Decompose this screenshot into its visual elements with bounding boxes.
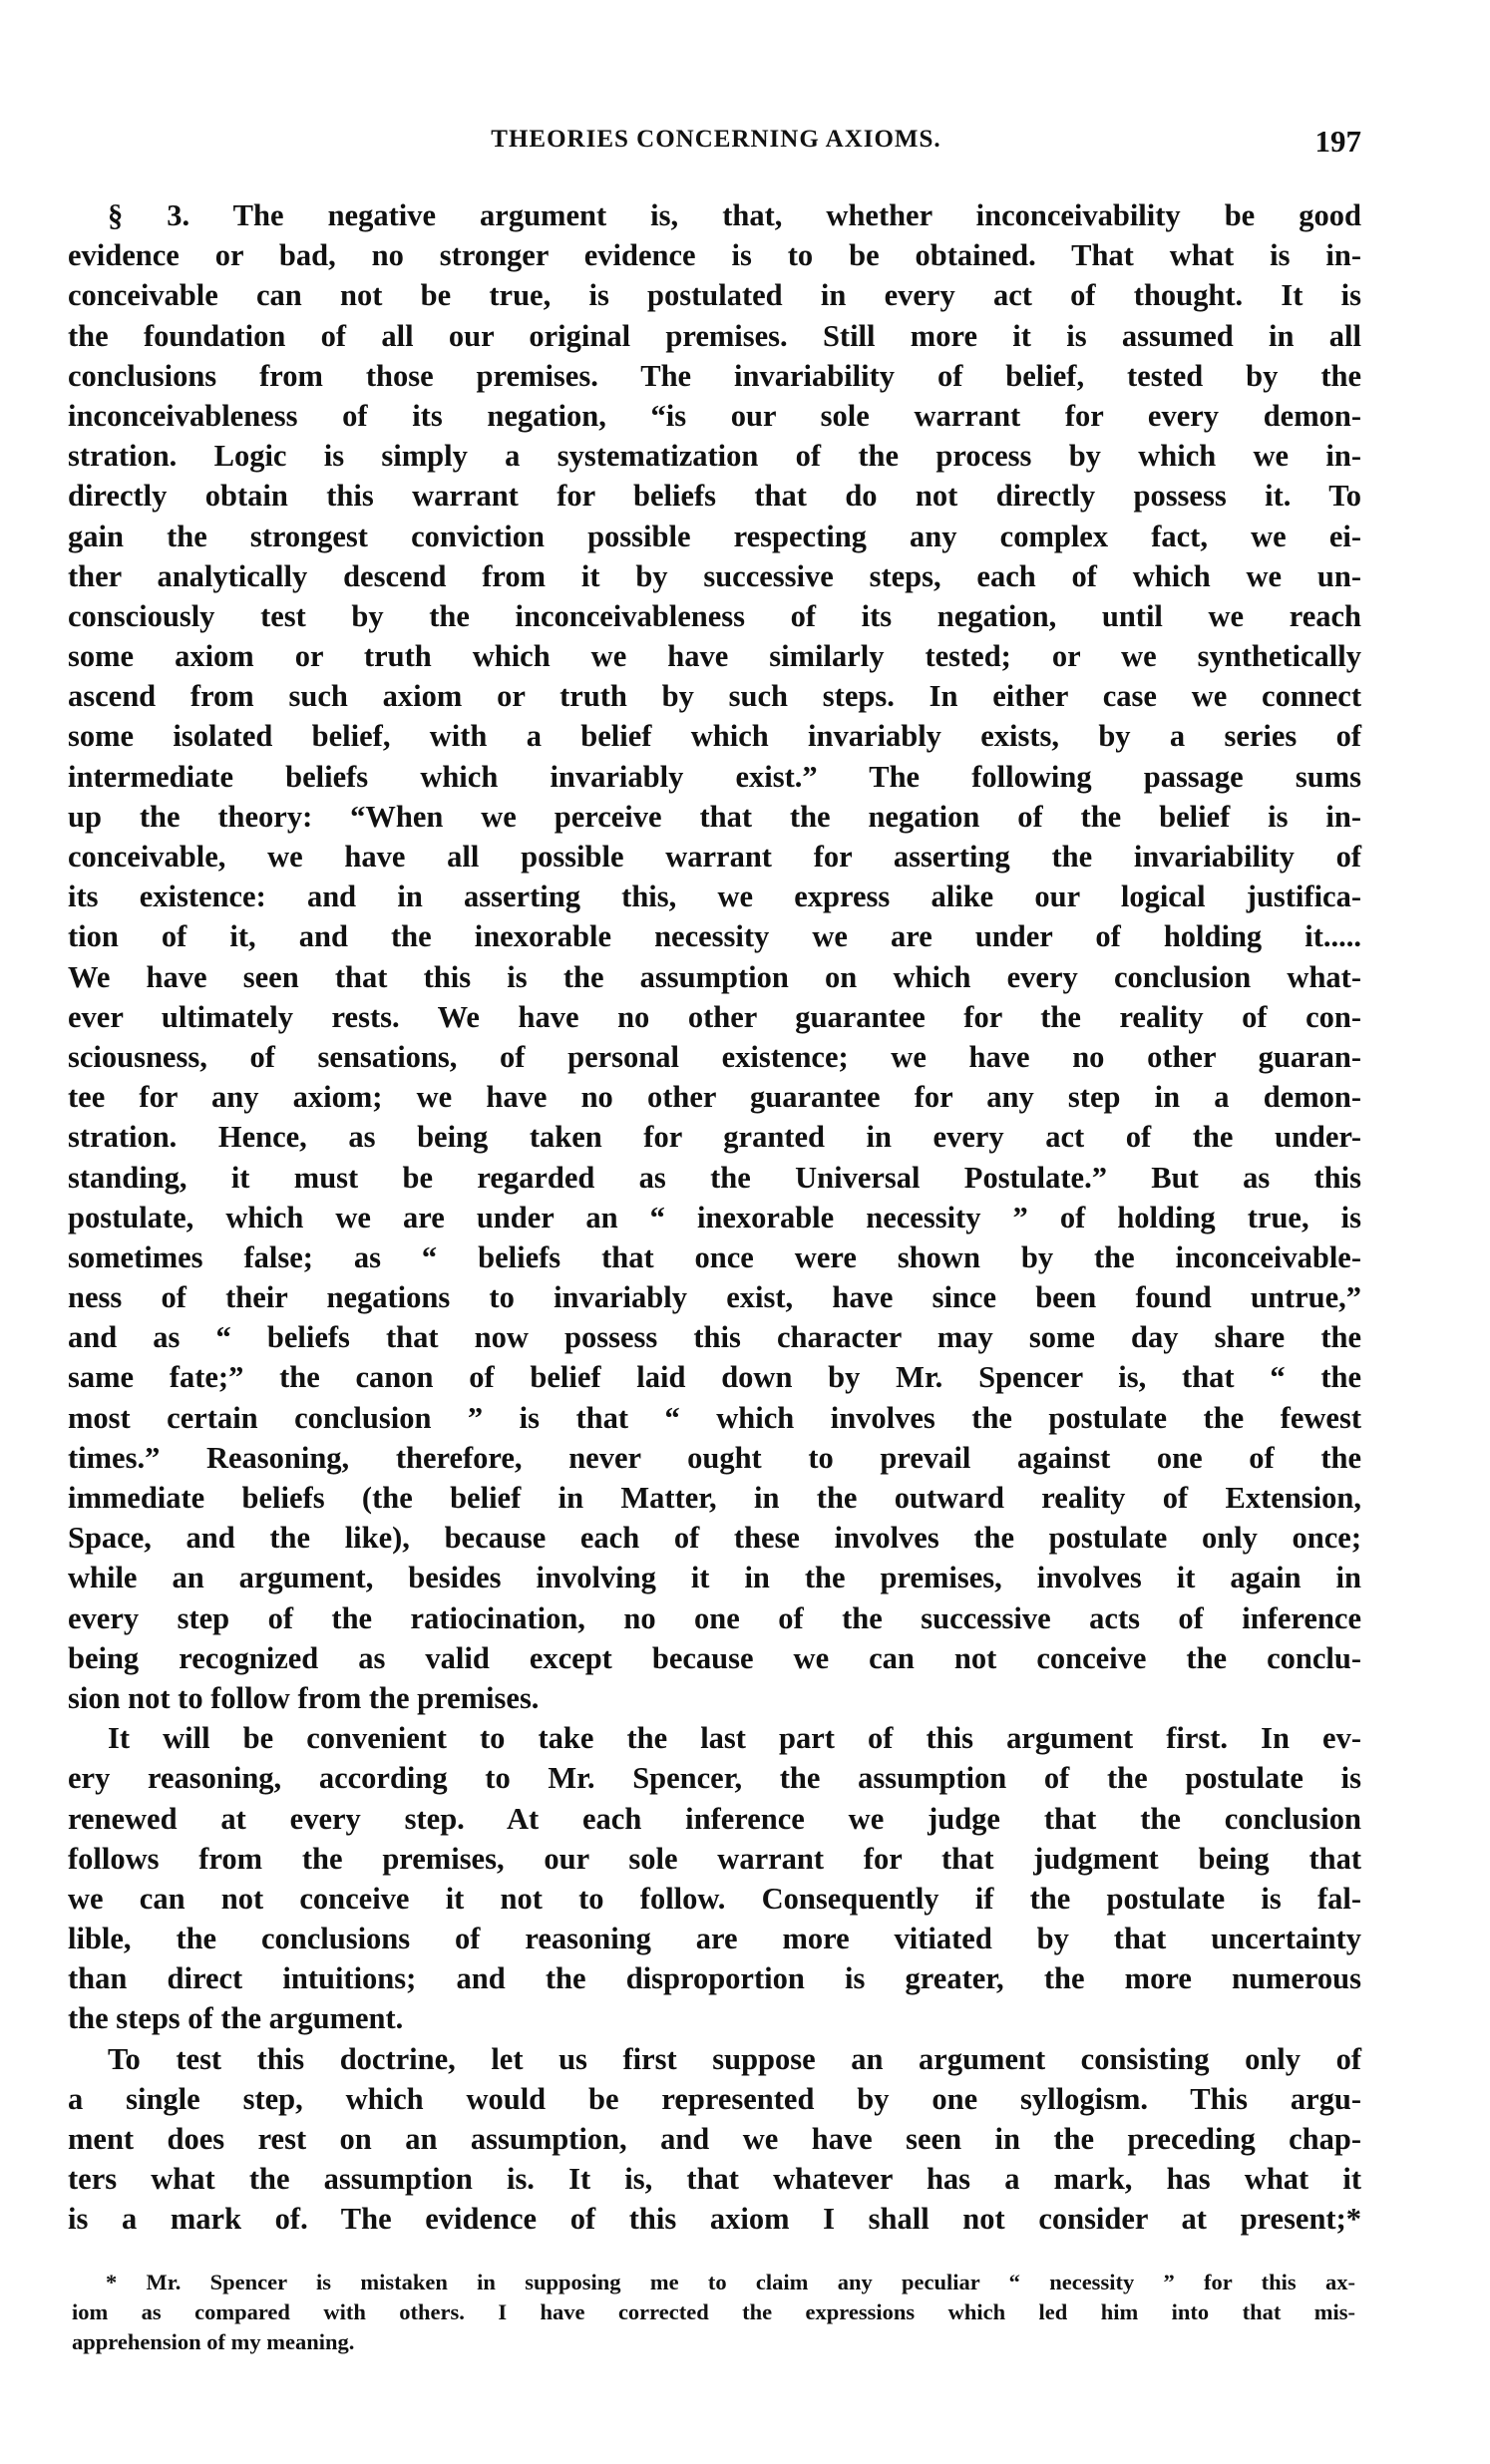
- text-line: most certain conclusion ” is that “ which involves the postulate the fewest: [68, 1400, 1361, 1435]
- text-line: conceivable, we have all possible warrant for asserting the invariability of: [68, 840, 1361, 874]
- text-line: tee for any axiom; we have no other guarantee for any step in a demon-: [68, 1080, 1361, 1115]
- paragraph-section-3: [68, 195, 1361, 1718]
- text-line: stration. Logic is simply a systematization of the process by which we in-: [68, 439, 1361, 474]
- text-line: consciously test by the inconceivableness of its negation, until we reach: [68, 598, 1361, 633]
- text-line: tion of it, and the inexorable necessity we are under of holding it.....: [68, 919, 1361, 954]
- text-line: ness of their negations to invariably exist, have since been found untrue,”: [68, 1280, 1361, 1315]
- text-line: ther analytically descend from it by successive steps, each of which we un-: [68, 558, 1361, 593]
- text-line: same fate;” the canon of belief laid down by Mr. Spencer is, that “ the: [68, 1360, 1361, 1395]
- text-line: directly obtain this warrant for beliefs that do not directly possess it. To: [68, 479, 1361, 514]
- text-line: evidence or bad, no stronger evidence is to be obtained. That what is in-: [68, 238, 1361, 273]
- text-line: we can not conceive it not to follow. Consequently if the postulate is fal-: [68, 1881, 1361, 1916]
- text-line: sometimes false; as “ beliefs that once were shown by the inconceivable-: [68, 1239, 1361, 1274]
- text-line: sciousness, of sensations, of personal existence; we have no other guaran-: [68, 1039, 1361, 1074]
- page-number: 197: [1314, 124, 1361, 159]
- paragraph-2: [68, 1718, 1361, 2039]
- footnote-line: * Mr. Spencer is mistaken in supposing me to claim any peculiar “ necessity ” for this ax-: [106, 2270, 1355, 2294]
- text-line: its existence: and in asserting this, we express alike our logical justifica-: [68, 880, 1361, 914]
- text-line: stration. Hence, as being taken for granted in every act of the under-: [68, 1120, 1361, 1155]
- text-line: gain the strongest conviction possible respecting any complex fact, we ei-: [68, 519, 1361, 553]
- text-line: lible, the conclusions of reasoning are more vitiated by that uncertainty: [68, 1922, 1361, 1956]
- text-line: renewed at every step. At each inference we judge that the conclusion: [68, 1801, 1361, 1836]
- footnote: [72, 2268, 1355, 2357]
- footnote-line: apprehension of my meaning.: [72, 2329, 355, 2354]
- text-line: § 3. The negative argument is, that, whether inconceivability be good: [108, 198, 1361, 232]
- text-line: is a mark of. The evidence of this axiom I shall not consider at present;*: [68, 2202, 1361, 2237]
- text-line: ever ultimately rests. We have no other guarantee for the reality of con-: [68, 999, 1361, 1034]
- running-title: THEORIES CONCERNING AXIOMS.: [491, 126, 941, 153]
- text-line: ascend from such axiom or truth by such steps. In either case we connect: [68, 679, 1361, 714]
- text-line: while an argument, besides involving it in the premises, involves it again in: [68, 1561, 1361, 1595]
- paragraph-3: [68, 2039, 1361, 2240]
- text-line: some axiom or truth which we have similarly tested; or we synthetically: [68, 639, 1361, 674]
- text-line: It will be convenient to take the last part of this argument first. In ev-: [108, 1721, 1361, 1756]
- text-line: every step of the ratiocination, no one of the successive acts of inference: [68, 1600, 1361, 1635]
- text-line: times.” Reasoning, therefore, never ought to prevail against one of the: [68, 1440, 1361, 1475]
- text-line: conclusions from those premises. The invariability of belief, tested by the: [68, 358, 1361, 393]
- text-line: immediate beliefs (the belief in Matter, in the outward reality of Extension,: [68, 1481, 1361, 1515]
- footnote-line: iom as compared with others. I have corrected the expressions which led him into that mis-: [72, 2299, 1355, 2324]
- text-line: ery reasoning, according to Mr. Spencer, the assumption of the postulate is: [68, 1761, 1361, 1796]
- text-line: intermediate beliefs which invariably exist.” The following passage sums: [68, 759, 1361, 794]
- body-text: [68, 195, 1361, 2240]
- text-line: the steps of the argument.: [68, 2001, 404, 2036]
- text-line: ters what the assumption is. It is, that whatever has a mark, has what it: [68, 2162, 1361, 2197]
- text-line: some isolated belief, with a belief which invariably exists, by a series of: [68, 719, 1361, 754]
- text-line: a single step, which would be represented by one syllogism. This argu-: [68, 2081, 1361, 2116]
- text-line: being recognized as valid except because we can not conceive the conclu-: [68, 1640, 1361, 1675]
- text-line: Space, and the like), because each of these involves the postulate only once;: [68, 1521, 1361, 1556]
- text-line: We have seen that this is the assumption on which every conclusion what-: [68, 959, 1361, 994]
- text-line: and as “ beliefs that now possess this character may some day share the: [68, 1320, 1361, 1355]
- running-head: [68, 118, 1361, 162]
- text-line: sion not to follow from the premises.: [68, 1680, 540, 1715]
- text-line: ment does rest on an assumption, and we have seen in the preceding chap-: [68, 2122, 1361, 2156]
- text-line: inconceivableness of its negation, “is our sole warrant for every demon-: [68, 398, 1361, 433]
- text-line: postulate, which we are under an “ inexorable necessity ” of holding true, is: [68, 1200, 1361, 1234]
- text-line: conceivable can not be true, is postulated in every act of thought. It is: [68, 278, 1361, 313]
- text-line: follows from the premises, our sole warrant for that judgment being that: [68, 1841, 1361, 1876]
- text-line: standing, it must be regarded as the Universal Postulate.” But as this: [68, 1160, 1361, 1195]
- text-line: To test this doctrine, let us first suppose an argument consisting only of: [108, 2041, 1361, 2076]
- text-line: than direct intuitions; and the disproportion is greater, the more numerous: [68, 1961, 1361, 1996]
- text-line: the foundation of all our original premises. Still more it is assumed in all: [68, 318, 1361, 353]
- text-line: up the theory: “When we perceive that the negation of the belief is in-: [68, 799, 1361, 834]
